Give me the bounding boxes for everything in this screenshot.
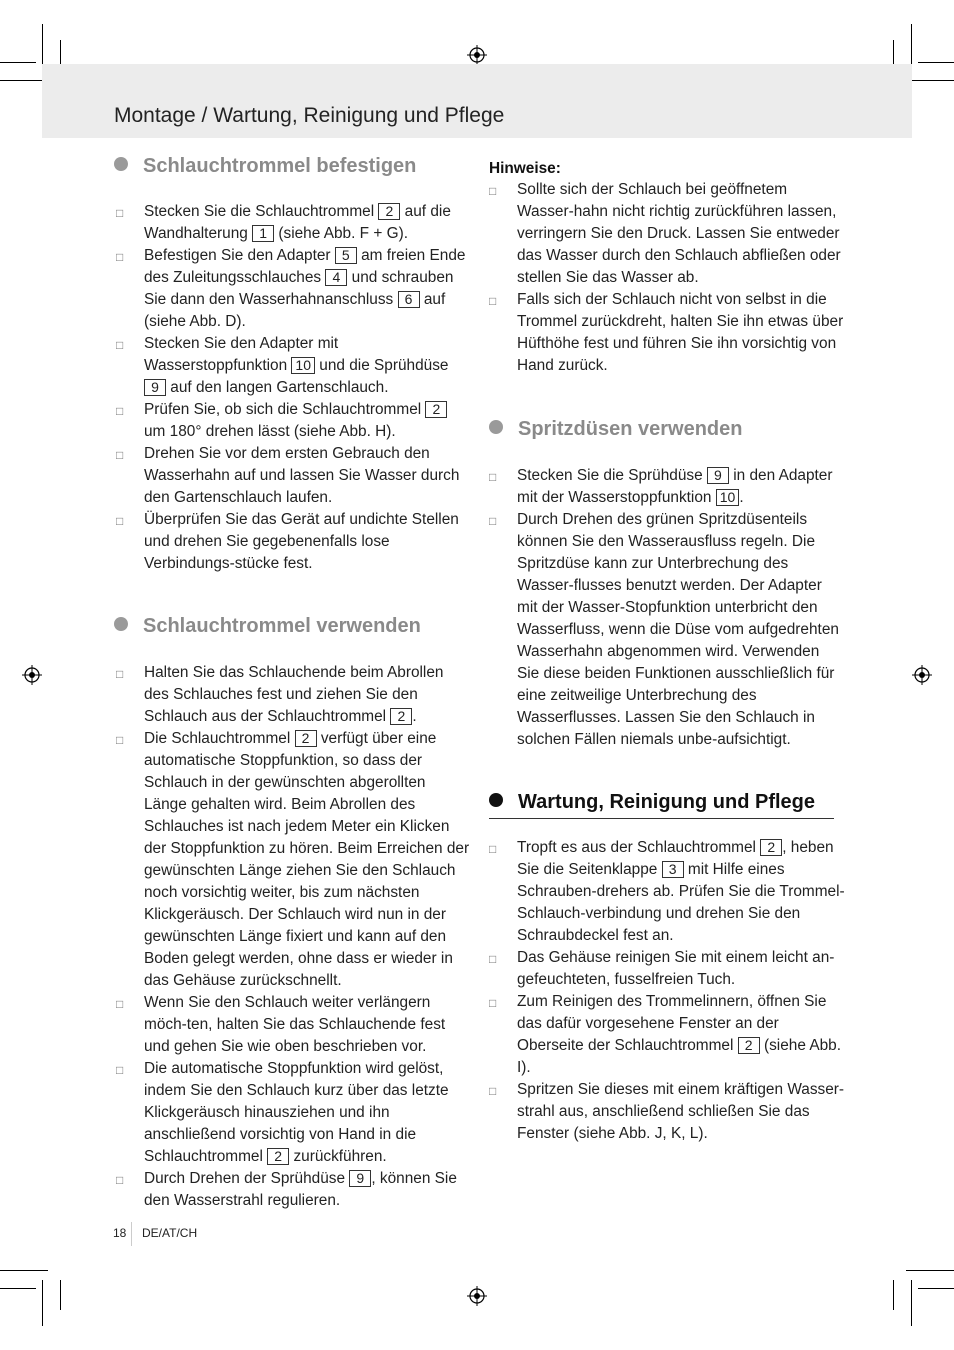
list-item <box>116 992 472 1058</box>
checkbox-bullet-icon: □ <box>116 404 124 418</box>
list-item <box>116 1058 472 1168</box>
item-text: Die Schlauchtrommel <box>144 730 295 747</box>
list-item <box>116 399 472 443</box>
item-text: Durch Drehen der Sprühdüse <box>144 1170 350 1187</box>
list-item <box>489 837 845 947</box>
section-heading-text: Schlauchtrommel befestigen <box>143 155 417 177</box>
bullet-dot-icon <box>489 793 503 807</box>
part-number-box: 9 <box>349 1170 371 1187</box>
registration-mark-icon <box>22 665 42 685</box>
checkbox-bullet-icon: □ <box>116 206 124 220</box>
item-text: und schrauben Sie dann den Wasserhahnanschluss <box>144 269 454 308</box>
item-text: , können Sie den Wasserstrahl regulieren. <box>144 1170 457 1209</box>
item-text: in den Adapter mit der Wasserstoppfunktion <box>517 467 833 506</box>
page-number: 18 <box>113 1226 127 1240</box>
checkbox-bullet-icon: □ <box>116 733 124 747</box>
part-number-box: 9 <box>144 379 166 396</box>
item-text: Falls sich der Schlauch nicht von selbst in die Trommel zurückdreht, halten Sie ihn etwas über Hüfthöhe fest und führen Sie ihn vorsichtig von Hand zurück. <box>517 291 844 374</box>
item-text: (siehe Abb. F + G). <box>274 225 408 242</box>
item-text: Sollte sich der Schlauch bei geöffnetem Wasser-hahn nicht richtig zurückführen lassen, verringern Sie den Druck. Lassen Sie entweder das Wasser durch den Schlauch abfließen oder stellen Sie das Wasser ab. <box>517 181 841 286</box>
list-item <box>116 443 472 509</box>
list-item <box>116 245 472 333</box>
item-text: am freien Ende des Zuleitungsschlauches <box>144 247 466 286</box>
section-heading-spritzduesen <box>489 418 743 441</box>
part-number-box: 2 <box>378 203 400 220</box>
part-number-box: 10 <box>291 357 315 374</box>
list-hinweise <box>489 179 845 377</box>
checkbox-bullet-icon: □ <box>116 448 124 462</box>
crop-mark <box>911 1280 912 1326</box>
checkbox-bullet-icon: □ <box>489 514 497 528</box>
section-heading-verwenden <box>114 615 421 638</box>
item-text: Befestigen Sie den Adapter <box>144 247 335 264</box>
item-text: , heben Sie die Seitenklappe <box>517 839 834 878</box>
item-text: . <box>739 489 744 506</box>
footer-divider <box>131 1222 132 1246</box>
item-text: Prüfen Sie, ob sich die Schlauchtrommel <box>144 401 426 418</box>
checkbox-bullet-icon: □ <box>116 250 124 264</box>
list-item <box>116 662 472 728</box>
part-number-box: 4 <box>325 269 347 286</box>
section-heading-wartung <box>489 791 815 814</box>
notes-heading: Hinweise: <box>489 160 561 177</box>
crop-mark <box>0 80 48 81</box>
list-item <box>116 509 472 575</box>
item-text: Halten Sie das Schlauchende beim Abrollen des Schlauches fest und ziehen Sie den Schlauch aus der Schlauchtrommel <box>144 664 444 725</box>
footer-region: DE/AT/CH <box>142 1226 198 1240</box>
list-item <box>489 465 845 509</box>
item-text: Stecken Sie den Adapter mit Wasserstoppfunktion <box>144 335 339 374</box>
item-text: Stecken Sie die Sprühdüse <box>517 467 707 484</box>
item-text: Wenn Sie den Schlauch weiter verlängern möch-ten, halten Sie das Schlauchende fest und gehen Sie wie oben beschrieben vor. <box>144 994 446 1055</box>
checkbox-bullet-icon: □ <box>489 184 497 198</box>
item-text: um 180° drehen lässt (siehe Abb. H). <box>144 423 396 440</box>
item-text: zurückführen. <box>289 1148 387 1165</box>
checkbox-bullet-icon: □ <box>489 996 497 1010</box>
checkbox-bullet-icon: □ <box>116 667 124 681</box>
list-item <box>489 1079 845 1145</box>
list-item <box>489 289 845 377</box>
section-heading-text: Schlauchtrommel verwenden <box>143 615 421 637</box>
part-number-box: 2 <box>760 839 782 856</box>
part-number-box: 2 <box>390 708 412 725</box>
item-text: mit Hilfe eines Schrauben-drehers ab. Prüfen Sie die Trommel-Schlauch-verbindung und drehen Sie den Schraubdeckel fest an. <box>517 861 845 944</box>
list-verwenden <box>116 662 472 1212</box>
item-text: (siehe Abb. I). <box>517 1037 841 1076</box>
part-number-box: 6 <box>398 291 420 308</box>
item-text: Überprüfen Sie das Gerät auf undichte Stellen und drehen Sie gegebenenfalls lose Verbindungs-stücke fest. <box>144 511 459 572</box>
list-item <box>489 991 845 1079</box>
checkbox-bullet-icon: □ <box>489 294 497 308</box>
item-text: Drehen Sie vor dem ersten Gebrauch den Wasserhahn auf und lassen Sie Wasser durch den Gartenschlauch laufen. <box>144 445 460 506</box>
item-text: Tropft es aus der Schlauchtrommel <box>517 839 761 856</box>
section-heading-befestigen <box>114 155 416 178</box>
checkbox-bullet-icon: □ <box>489 470 497 484</box>
part-number-box: 2 <box>738 1037 760 1054</box>
checkbox-bullet-icon: □ <box>116 514 124 528</box>
list-spritzduesen <box>489 465 845 751</box>
list-item <box>116 333 472 399</box>
part-number-box: 1 <box>252 225 274 242</box>
crop-mark <box>893 1280 894 1310</box>
list-item <box>116 1168 472 1212</box>
registration-mark-icon <box>912 665 932 685</box>
item-text: auf die Wandhalterung <box>144 203 451 242</box>
part-number-box: 5 <box>335 247 357 264</box>
part-number-box: 10 <box>716 489 740 506</box>
crop-mark <box>0 1270 48 1271</box>
page-title: Montage / Wartung, Reinigung und Pflege <box>114 104 505 127</box>
registration-mark-icon <box>467 1286 487 1306</box>
crop-mark <box>60 1280 61 1310</box>
checkbox-bullet-icon: □ <box>489 842 497 856</box>
section-heading-text: Spritzdüsen verwenden <box>518 418 743 440</box>
list-item <box>489 509 845 751</box>
checkbox-bullet-icon: □ <box>116 1173 124 1187</box>
crop-mark <box>0 1288 36 1289</box>
checkbox-bullet-icon: □ <box>116 338 124 352</box>
crop-mark <box>918 1288 954 1289</box>
item-text: Durch Drehen des grünen Spritzdüsenteils können Sie den Wasserausfluss regeln. Die Spritzdüse kann zur Unterbrechung des Wasser-flusses benutzt werden. Der Adapter mit der Wasser-Stopfunktion unterbricht den Wasserfluss, wenn die Düse vom aufgedrehten Wasserhahn abgenommen wird. Verwenden Sie diese beiden Funktionen ausschließlich für eine zeitweilige Unterbrechung des Wasserflusses. Lassen Sie den Schlauch in solchen Fällen niemals unbe-aufsichtigt. <box>517 511 839 748</box>
crop-mark <box>0 62 36 63</box>
part-number-box: 9 <box>707 467 729 484</box>
crop-mark <box>918 62 954 63</box>
crop-mark <box>906 1270 954 1271</box>
item-text: verfügt über eine automatische Stoppfunktion, so dass der Schlauch in der gewünschten abgerollten Länge gehalten wird. Beim Abrollen des Schlauches ist nach jedem Meter ein Klicken der Stoppfunktion zu hören. Beim Erreichen der gewünschten Länge ziehen Sie den Schlauch noch vorsichtig weiter, bis zum nächsten Klickgeräusch. Der Schlauch wird nun in der gewünschten Länge fixiert und kann auf den Boden gelegt werden, ohne dass er wieder in das Gehäuse zurückschnellt. <box>144 730 470 989</box>
list-item <box>489 947 845 991</box>
item-text: Zum Reinigen des Trommelinnern, öffnen Sie das dafür vorgesehene Fenster an der Oberseite der Schlauchtrommel <box>517 993 827 1054</box>
list-item <box>489 179 845 289</box>
bullet-dot-icon <box>489 420 503 434</box>
item-text: . <box>412 708 417 725</box>
crop-mark <box>906 80 954 81</box>
item-text: und die Sprühdüse <box>315 357 449 374</box>
checkbox-bullet-icon: □ <box>489 1084 497 1098</box>
part-number-box: 3 <box>662 861 684 878</box>
bullet-dot-icon <box>114 157 128 171</box>
item-text: Das Gehäuse reinigen Sie mit einem leicht an-gefeuchteten, fusselfreien Tuch. <box>517 949 835 988</box>
item-text: Spritzen Sie dieses mit einem kräftigen Wasser-strahl aus, anschließend schließen Sie das Fenster (siehe Abb. J, K, L). <box>517 1081 845 1142</box>
list-befestigen <box>116 201 472 575</box>
checkbox-bullet-icon: □ <box>116 997 124 1011</box>
item-text: Stecken Sie die Schlauchtrommel <box>144 203 379 220</box>
registration-mark-icon <box>467 45 487 65</box>
item-text: Die automatische Stoppfunktion wird gelöst, indem Sie den Schlauch kurz über das letzte Klickgeräusch hinausziehen und ihn anschließend vorsichtig von Hand in die Schlauchtrommel <box>144 1060 449 1165</box>
part-number-box: 2 <box>425 401 447 418</box>
checkbox-bullet-icon: □ <box>116 1063 124 1077</box>
list-wartung <box>489 837 845 1145</box>
section-heading-text: Wartung, Reinigung und Pflege <box>518 791 816 813</box>
item-text: auf den langen Gartenschlauch. <box>166 379 389 396</box>
part-number-box: 2 <box>295 730 317 747</box>
list-item <box>116 728 472 992</box>
list-item <box>116 201 472 245</box>
section-underline <box>489 818 834 819</box>
item-text: auf (siehe Abb. D). <box>144 291 446 330</box>
crop-mark <box>42 1280 43 1326</box>
part-number-box: 2 <box>267 1148 289 1165</box>
bullet-dot-icon <box>114 617 128 631</box>
checkbox-bullet-icon: □ <box>489 952 497 966</box>
